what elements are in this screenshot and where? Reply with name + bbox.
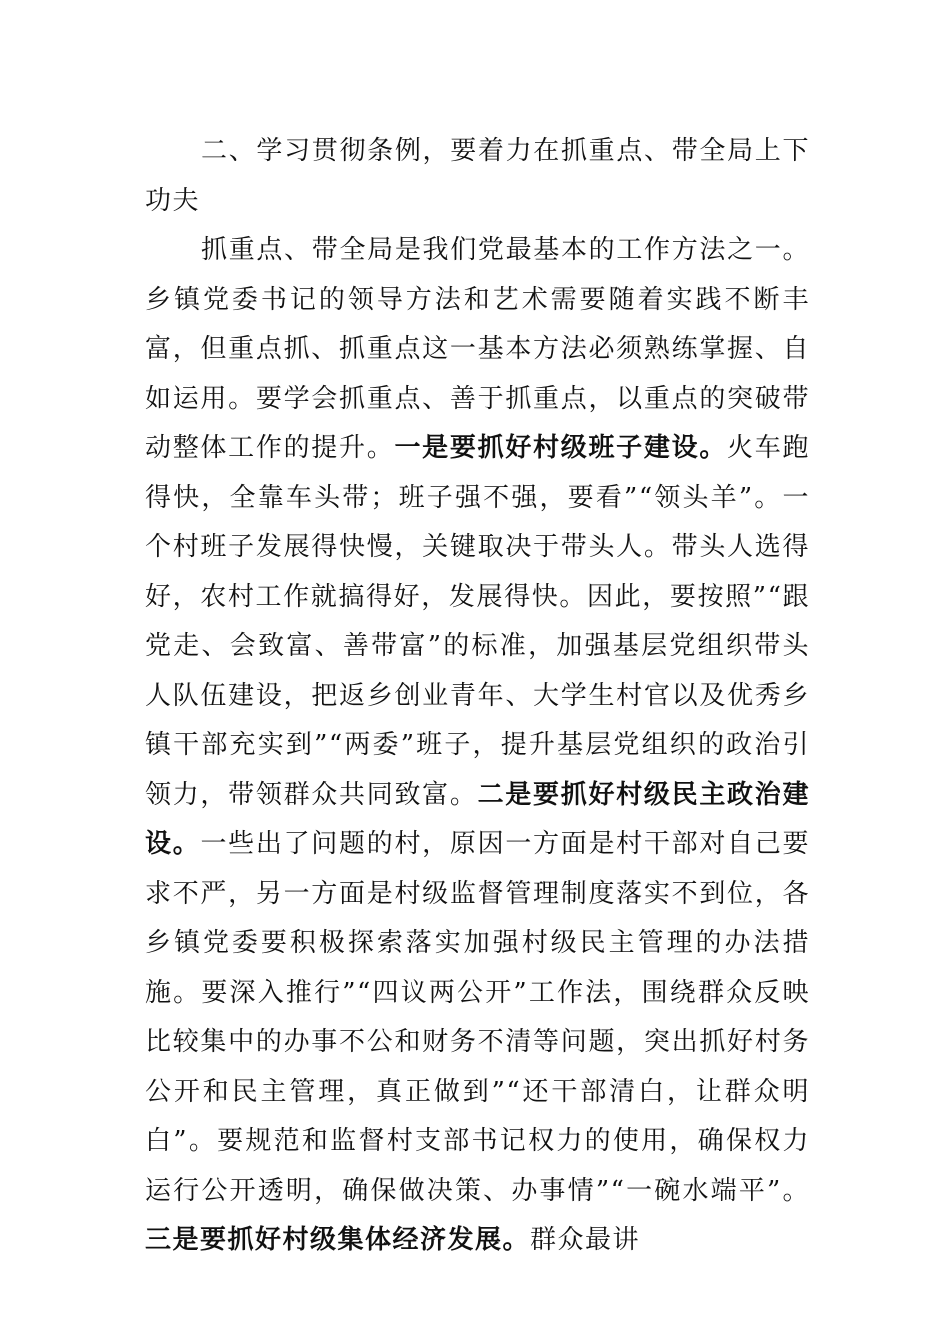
body-paragraph [145, 226, 810, 1266]
section-heading: 二、学习贯彻条例，要着力在抓重点、带全局上下功夫 [145, 136, 810, 216]
paragraph-text: 群众最讲 [530, 1225, 641, 1255]
bold-point-one: 一是要抓好村级班子建设。 [394, 433, 728, 463]
paragraph-text: 一些出了问题的村，原因一方面是村干部对自己要求不严，另一方面是村级监督管理制度落实不到位，各乡镇党委要积极探索落实加强村级民主管理的办法措施。要深入推行”“四议两公开”工作法，围绕群众反映比较集中的办事不公和财务不清等问题，突出抓好村务公开和民主管理，真正做到”“还干部清白，让群众明白”。要规范和监督村支部书记权力的使用，确保权力运行公开透明，确保做决策、办事情”“一碗水端平”。 [145, 829, 810, 1206]
bold-point-three: 三是要抓好村级集体经济发展。 [145, 1225, 531, 1255]
paragraph-text: 火车跑得快，全靠车头带；班子强不强，要看”“领头羊”。一个村班子发展得快慢，关键取决于带头人。带头人选得好，农村工作就搞得好，发展得快。因此，要按照”“跟党走、会致富、善带富”的标准，加强基层党组织带头人队伍建设，把返乡创业青年、大学生村官以及优秀乡镇干部充实到”“两委”班子，提升基层党组织的政治引领力，带领群众共同致富。 [145, 433, 810, 810]
bold-point-two: 二是要抓好村级民主政治建设。 [145, 779, 810, 859]
paragraph-text: 抓重点、带全局是我们党最基本的工作方法之一。乡镇党委书记的领导方法和艺术需要随着实践不断丰富，但重点抓、抓重点这一基本方法必须熟练掌握、自如运用。要学会抓重点、善于抓重点，以重点的突破带动整体工作的提升。 [145, 235, 810, 463]
document-body [145, 127, 810, 1266]
